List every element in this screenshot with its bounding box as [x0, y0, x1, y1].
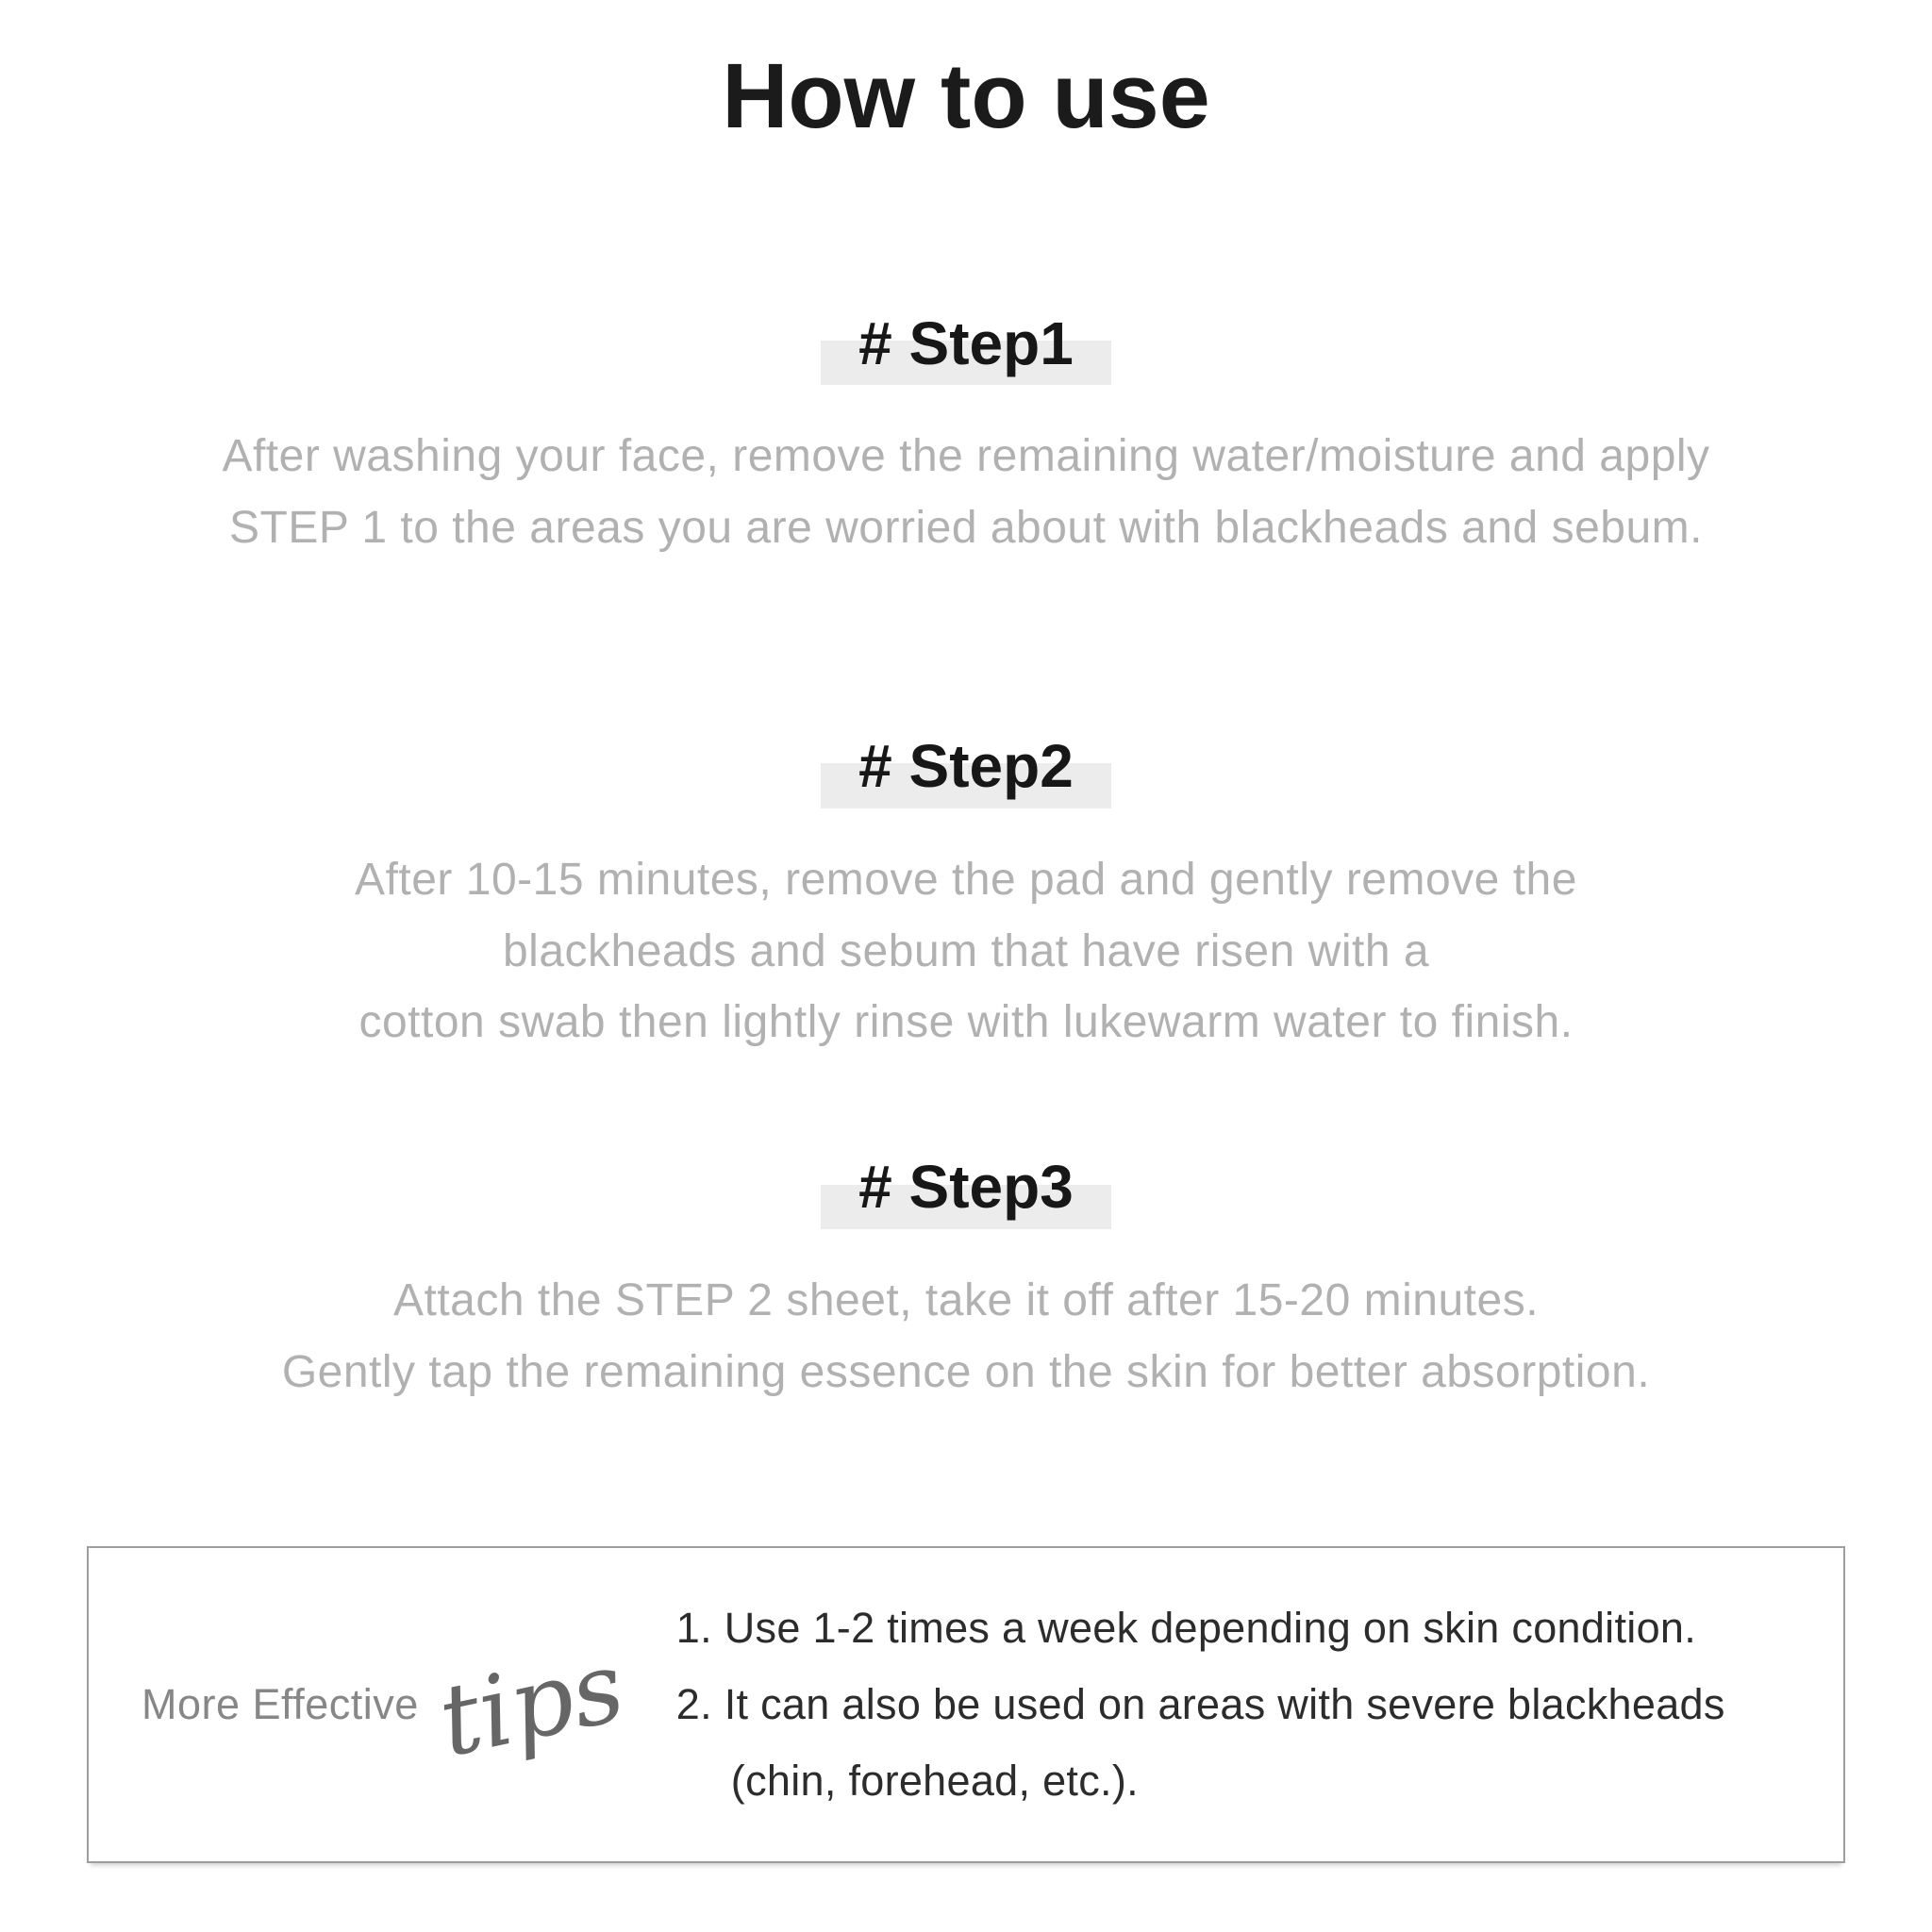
page-title: How to use — [722, 44, 1210, 147]
step1-paragraph — [0, 421, 1932, 564]
step2-paragraph-line-2: blackheads and sebum that have risen with a — [502, 925, 1430, 976]
step1-label: # Step1 — [858, 308, 1074, 377]
tip-line-2-continued: (chin, forehead, etc.). — [730, 1757, 1139, 1806]
step3-heading — [0, 1151, 1932, 1224]
step1-heading-wrap — [821, 308, 1111, 380]
step3-paragraph-line-2: Gently tap the remaining essence on the skin for better absorption. — [281, 1346, 1651, 1397]
step3-paragraph-line-1: Attach the STEP 2 sheet, take it off after 15-20 minutes. — [392, 1275, 1540, 1326]
tips-label-group — [142, 1628, 634, 1779]
step1-heading — [0, 308, 1932, 380]
step2-paragraph — [0, 844, 1932, 1058]
tip-line-1: 1. Use 1-2 times a week depending on skin condition. — [675, 1604, 1697, 1653]
tips-list — [676, 1590, 1725, 1819]
tips-label: More Effective — [142, 1679, 419, 1728]
step3-heading-wrap — [821, 1151, 1111, 1224]
step3-paragraph — [0, 1265, 1932, 1408]
tip-line-2: 2. It can also be used on areas with severe blackheads — [675, 1680, 1725, 1729]
step1-paragraph-line-1: After washing your face, remove the remaining water/moisture and apply — [222, 431, 1710, 482]
step3-label: # Step3 — [858, 1153, 1074, 1222]
tips-box — [87, 1546, 1845, 1863]
step2-paragraph-line-1: After 10-15 minutes, remove the pad and gently remove the — [355, 854, 1577, 905]
step2-paragraph-line-3: cotton swab then lightly rinse with lukewarm water to finish. — [358, 997, 1574, 1048]
step2-heading — [0, 730, 1932, 803]
step1-paragraph-line-2: STEP 1 to the areas you are worried about with blackheads and sebum. — [228, 503, 1703, 554]
step2-label: # Step2 — [858, 732, 1074, 800]
step2-heading-wrap — [821, 730, 1111, 803]
tips-script-word: tips — [429, 1628, 634, 1779]
